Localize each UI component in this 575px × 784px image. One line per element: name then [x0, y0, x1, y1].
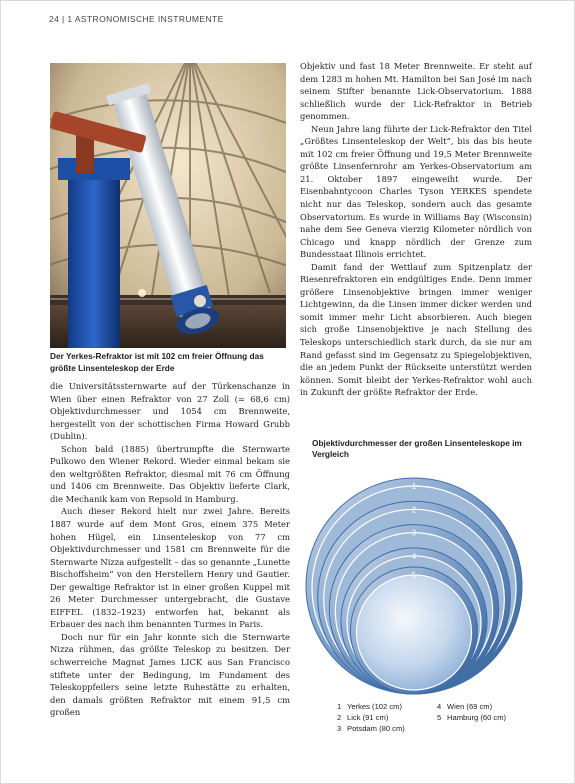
legend-label: Yerkes (102 cm): [347, 702, 403, 711]
legend-item: [337, 723, 405, 734]
legend-item: [437, 701, 506, 712]
paragraph: Auch dieser Rekord hielt nur zwei Jahre. Bereits 1887 wurde auf dem Mont Gros, einem 375 Meter hohen Hügel, ein Linsenteleskop von 77 cm Objektivdurchmesser und 1581 cm Brennweite für die Sternwarte Nizza aufgestellt – das so genannte „Lunette Bischoffsheim“ von den Herstellern Henry und Gautier. Der gewaltige Refraktor ist in einer großen Kuppel mit 26 Meter Durchmesser untergebracht, die Gustave EIFFEL (1832–1923) entworfen hat, bekannt als Erbauer des nach ihm benannten Turmes in Paris.: [50, 506, 290, 630]
legend-label: Hamburg (60 cm): [447, 713, 507, 722]
legend-item: [337, 701, 405, 712]
legend-label: Lick (91 cm): [347, 713, 389, 722]
paragraph: Objektiv und fast 18 Meter Brennweite. Er steht auf dem 1283 m hohen Mt. Hamilton bei San José im nach seinem Stifter benannte Lick-Observatorium. 1888 schließlich wurde der Lick-Refraktor in Betrieb genommen.: [300, 61, 532, 122]
legend-number: 3: [337, 724, 342, 733]
legend-number: 1: [337, 702, 342, 711]
legend-column-left: [337, 701, 405, 734]
legend-number: 5: [437, 713, 442, 722]
legend-item: [337, 712, 405, 723]
lens-5: [356, 575, 471, 690]
chapter-title: 1 ASTRONOMISCHE INSTRUMENTE: [67, 14, 224, 24]
lens-number-label: 3: [411, 528, 417, 538]
running-header: [49, 14, 224, 24]
legend-column-right: [437, 701, 506, 723]
photo-caption: Der Yerkes-Refraktor ist mit 102 cm freier Öffnung das größte Linsenteleskop der Erde: [50, 351, 264, 373]
legend-item: [437, 712, 506, 723]
lens-number-label: 5: [411, 570, 417, 580]
legend-number: 2: [337, 713, 342, 722]
legend-label: Wien (69 cm): [447, 702, 493, 711]
chart-title: Objektivdurchmesser der großen Linsenteleskope im Vergleich: [312, 438, 522, 460]
paragraph: Neun Jahre lang führte der Lick-Refraktor den Titel „Größtes Linsenteleskop der Welt“, bis das bis heute mit 102 cm freier Öffnung und 19,5 Meter Brennweite größte Linsenfernrohr am Yerkes-Observatorium am 21. Oktober 1897 eingeweiht wurde. Der Eisenbahntycoon Charles Tyson YERKES spendete nicht nur das Teleskop, sondern auch das gesamte Observatorium. Es wurde in Williams Bay (Wisconsin) nahe dem See Geneva vierzig Kilometer nördlich von Chicago und knapp nördlich der Grenze zum Bundesstaat Illinois errichtet.: [300, 123, 532, 260]
text-column-right: [300, 60, 532, 399]
page-number: 24: [49, 14, 60, 24]
yerkes-refractor-photo: [50, 63, 286, 348]
paragraph: Schon bald (1885) übertrumpfte die Sternwarte Pulkowo den Wiener Rekord. Wieder einmal bekam sie den weltgrößten Refraktor, diesmal mit 76 cm Öffnung und 1406 cm Brennweite. Das Objektiv lieferte Clark, die Mechanik kam von Repsold in Hamburg.: [50, 443, 290, 504]
paragraph: Damit fand der Wettlauf zum Spitzenplatz der Riesenrefraktoren ein endgültiges Ende. Denn immer größere Linsenobjektive bringen immer weniger Lichtgewinn, da die Linsen immer dicker werden und somit immer mehr Licht absorbieren. Auch biegen sich große Linsenobjektive je nach Stellung des Teleskops unterschiedlich stark durch, da sie nur am Rand gefasst sind im Gegensatz zu Spiegelobjektiven, die an jedem Punkt der Rückseite unterstützt werden können. Somit bleibt der Yerkes-Refraktor wohl auch in Zukunft der größte Refraktor der Erde.: [300, 261, 532, 398]
legend-number: 4: [437, 702, 442, 711]
lens-number-label: 1: [411, 482, 417, 491]
header-separator: |: [62, 14, 65, 24]
paragraph: die Universitätssternwarte auf der Türkenschanze in Wien über einen Refraktor von 27 Zoll (= 68,6 cm) Objektivdurchmesser und 1054 cm Brennweite, hergestellt von der schottischen Firma Howard Grubb (Dublin).: [50, 381, 290, 442]
paragraph: Doch nur für ein Jahr konnte sich die Sternwarte Nizza rühmen, das größte Teleskop zu besitzen. Der schwerreiche Magnat James LICK aus San Francisco stiftete unter der Bedingung, im Fundament des Teleskoppfeilers seine letzte Ruhestätte zu erhalten, den damals größten Refraktor mit einem 91,5 cm großen: [50, 631, 290, 718]
lens-number-label: 4: [411, 551, 417, 561]
lens-diameter-chart: [304, 466, 526, 701]
text-column-left: [50, 380, 290, 719]
legend-label: Potsdam (80 cm): [347, 724, 405, 733]
lens-number-label: 2: [411, 505, 417, 515]
